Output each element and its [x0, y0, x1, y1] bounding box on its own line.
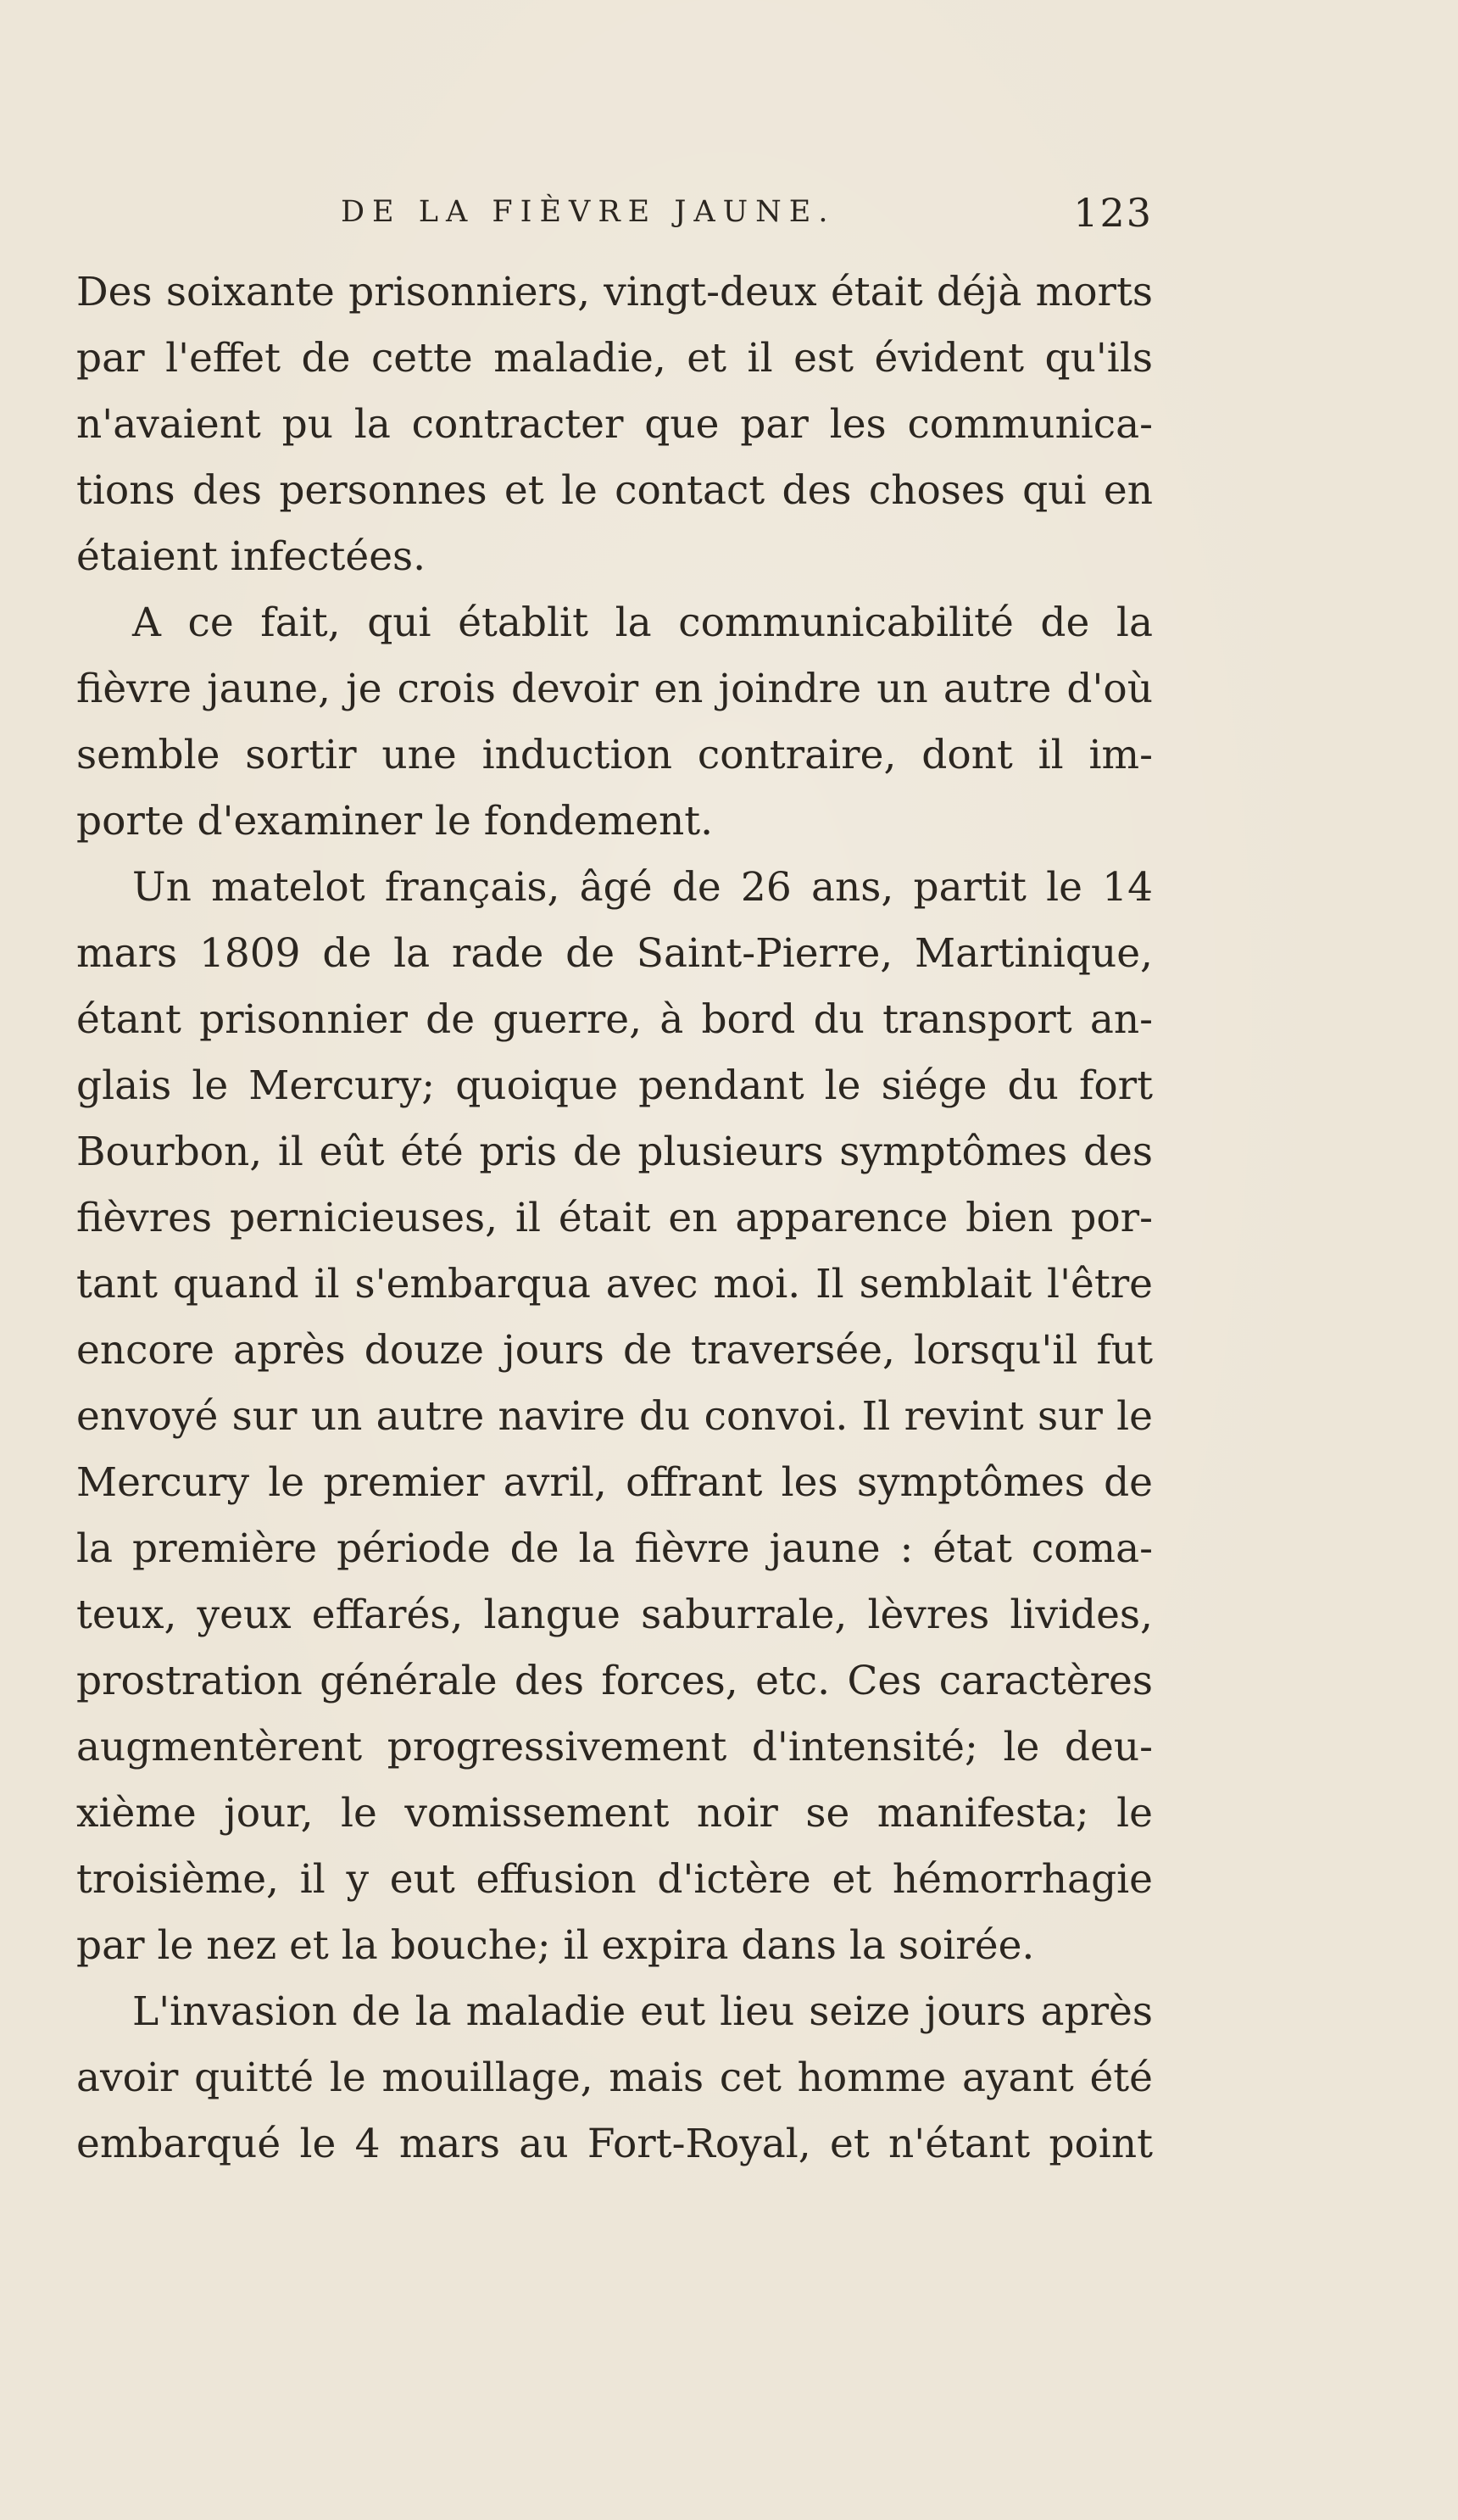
text-line: avoir quitté le mouillage, mais cet homme ayant été — [76, 2054, 1153, 2101]
text-line: Des soixante prisonniers, vingt-deux était déjà morts — [76, 269, 1153, 315]
running-head: DE LA FIÈVRE JAUNE. — [341, 195, 836, 229]
text-line: Un matelot français, âgé de 26 ans, partit le 14 — [132, 864, 1153, 911]
text-line: fièvres pernicieuses, il était en apparence bien por- — [76, 1195, 1153, 1241]
text-line: Bourbon, il eût été pris de plusieurs symptômes des — [76, 1129, 1153, 1175]
text-line: étant prisonnier de guerre, à bord du transport an- — [76, 996, 1153, 1043]
text-line: xième jour, le vomissement noir se manifesta; le — [76, 1790, 1153, 1837]
text-line: envoyé sur un autre navire du convoi. Il revint sur le — [76, 1393, 1153, 1440]
text-line: Mercury le premier avril, offrant les symptômes de — [76, 1459, 1153, 1506]
body-text — [76, 259, 1153, 2177]
text-line: n'avaient pu la contracter que par les communica- — [76, 401, 1153, 448]
text-line: L'invasion de la maladie eut lieu seize jours après — [132, 1988, 1153, 2035]
text-line: semble sortir une induction contraire, dont il im- — [76, 732, 1153, 778]
text-line: prostration générale des forces, etc. Ces caractères — [76, 1658, 1153, 1704]
text-line: troisième, il y eut effusion d'ictère et hémorrhagie — [76, 1856, 1153, 1903]
text-line: mars 1809 de la rade de Saint-Pierre, Martinique, — [76, 930, 1153, 977]
text-line: tions des personnes et le contact des choses qui en — [76, 467, 1153, 514]
text-line: par l'effet de cette maladie, et il est évident qu'ils — [76, 335, 1153, 382]
text-line: fièvre jaune, je crois devoir en joindre un autre d'où — [76, 666, 1153, 712]
text-line: teux, yeux effarés, langue saburrale, lèvres livides, — [76, 1592, 1153, 1638]
page-number: 123 — [1073, 190, 1153, 236]
text-line: augmentèrent progressivement d'intensité; le deu- — [76, 1724, 1153, 1770]
text-line: tant quand il s'embarqua avec moi. Il semblait l'être — [76, 1261, 1153, 1307]
text-line: par le nez et la bouche; il expira dans la soirée. — [76, 1922, 1035, 1969]
text-line: encore après douze jours de traversée, lorsqu'il fut — [76, 1327, 1153, 1374]
text-line: embarqué le 4 mars au Fort-Royal, et n'étant point — [76, 2121, 1153, 2167]
text-line: A ce fait, qui établit la communicabilité de la — [132, 599, 1153, 646]
page-header — [76, 188, 1153, 239]
text-line: la première période de la fièvre jaune : état coma- — [76, 1525, 1153, 1572]
text-line: porte d'examiner le fondement. — [76, 798, 714, 845]
text-line: glais le Mercury; quoique pendant le siége du fort — [76, 1062, 1153, 1109]
text-line: étaient infectées. — [76, 533, 426, 580]
